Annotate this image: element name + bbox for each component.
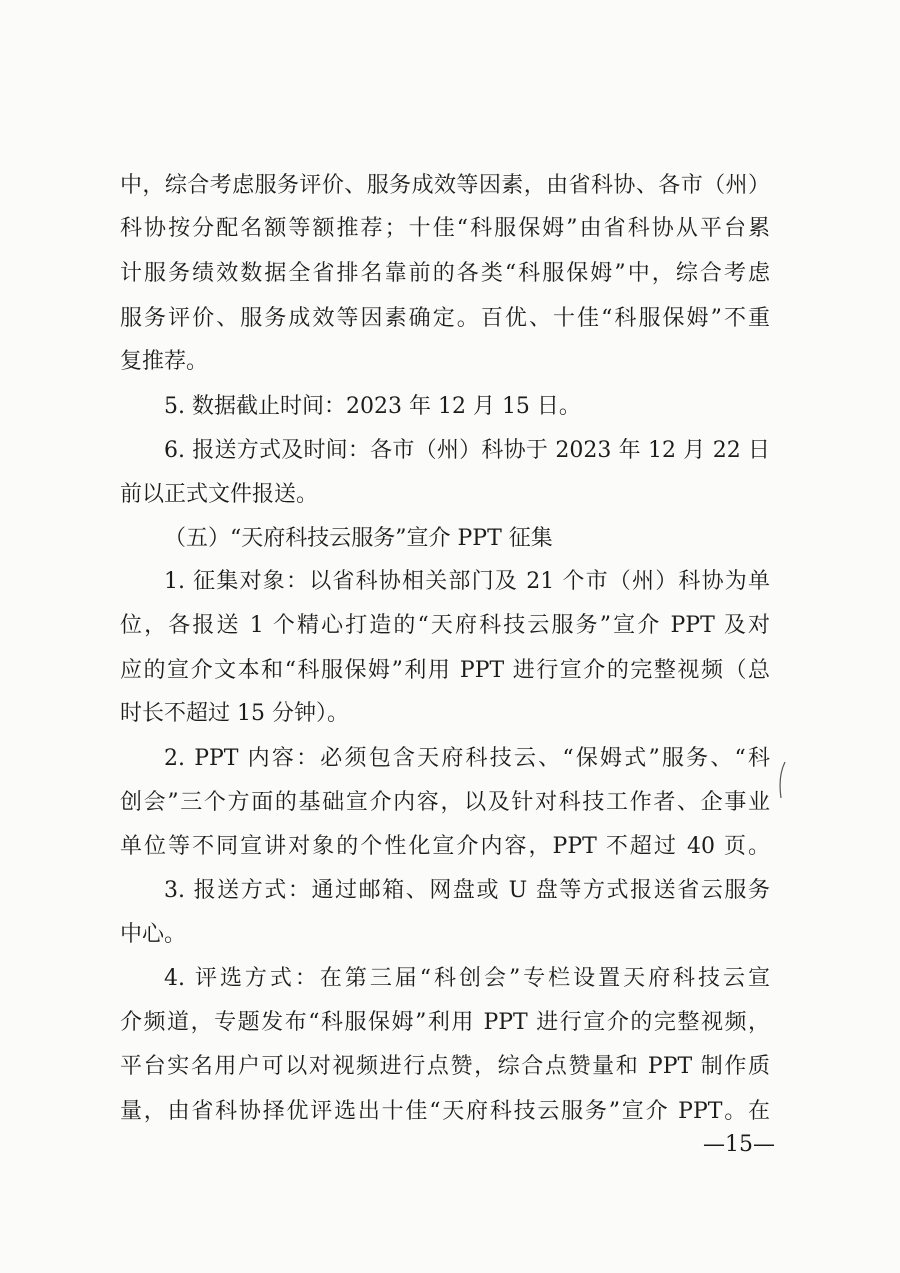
text-line: 4. 评选方式：在第三届“科创会”专栏设置天府科技云宣 [164, 966, 770, 991]
text-line: 量，由省科协择优评选出十佳“天府科技云服务”宣介 PPT。在 [120, 1099, 770, 1124]
text-line: 位，各报送 1 个精心打造的“天府科技云服务”宣介 PPT 及对 [120, 613, 770, 638]
pen-mark-icon [776, 760, 788, 800]
section-heading: （五）“天府科技云服务”宣介 PPT 征集 [164, 526, 553, 551]
text-line: 服务评价、服务成效等因素确定。百优、十佳“科服保姆”不重 [120, 306, 770, 331]
text-line: 3. 报送方式：通过邮箱、网盘或 U 盘等方式报送省云服务 [164, 878, 770, 903]
text-line: 6. 报送方式及时间：各市（州）科协于 2023 年 12 月 22 日 [164, 438, 770, 463]
text-line: 时长不超过 15 分钟）。 [120, 701, 349, 726]
text-line: 复推荐。 [120, 349, 209, 374]
text-line: 计服务绩效数据全省排名靠前的各类“科服保姆”中，综合考虑 [120, 261, 770, 286]
text-line: 中心。 [120, 922, 187, 947]
text-line: 前以正式文件报送。 [120, 482, 319, 507]
text-line: 应的宣介文本和“科服保姆”利用 PPT 进行宣介的完整视频（总 [120, 658, 770, 683]
text-line: 创会”三个方面的基础宣介内容，以及针对科技工作者、企事业 [120, 790, 770, 815]
text-line: 2. PPT 内容：必须包含天府科技云、“保姆式”服务、“科 [164, 746, 770, 771]
text-line: 科协按分配名额等额推荐；十佳“科服保姆”由省科协从平台累 [120, 216, 770, 241]
text-line: 1. 征集对象：以省科协相关部门及 21 个市（州）科协为单 [164, 569, 770, 594]
text-line: 中，综合考虑服务评价、服务成效等因素，由省科协、各市（州） [120, 173, 770, 198]
text-line: 平台实名用户可以对视频进行点赞，综合点赞量和 PPT 制作质 [120, 1054, 770, 1079]
page-number: —15— [703, 1132, 775, 1157]
text-line: 5. 数据截止时间：2023 年 12 月 15 日。 [164, 394, 581, 419]
text-line: 单位等不同宣讲对象的个性化宣介内容，PPT 不超过 40 页。 [120, 834, 770, 859]
text-line: 介频道，专题发布“科服保姆”利用 PPT 进行宣介的完整视频， [120, 1010, 770, 1035]
